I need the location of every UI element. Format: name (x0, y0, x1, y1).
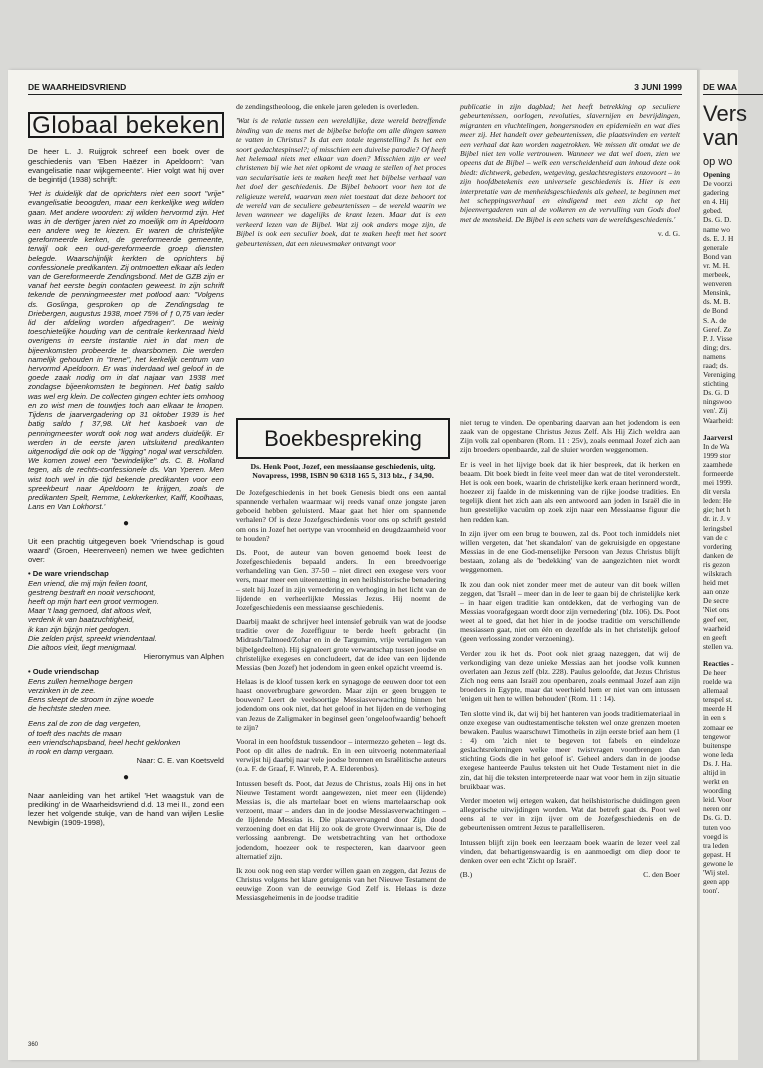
reviewer-signature (460, 870, 680, 879)
signature-vdg: v. d. G. (657, 229, 680, 239)
adjacent-line: wenveren (703, 279, 732, 289)
adjacent-running-head: DE WAA (703, 80, 763, 95)
reviewer-name: C. den Boer (643, 870, 680, 880)
adjacent-line: De secre (703, 596, 729, 606)
poem-line: ik kan zijn bijzijn niet gedogen. (28, 624, 131, 634)
poem-line: verzinken in de zee. (28, 685, 96, 695)
poem-line: Eens sleept de stroom in zijne woede (28, 694, 154, 704)
adjacent-line: de Bond (703, 306, 728, 316)
newbigin-quote-part1: 'Wat is de relatie tussen een wereldlijke, deze wereld betreffende binding van de mens met de bijbelse belofte om alle dingen samen te vatten in Christus? Is dat een totale tegenstelling? Is het een soort gedachtespinsel?; of misschien een duivelse parodie? Of heeft het helemaal niets met elkaar van doen? Misschien zijn er veel christenen bij wie het niet opkomt de vraag te stellen of het proces van secularisatie iets te maken heeft met het bijbelse verhaal van het doel der geschiedenis. De Bijbel behoort voor hen tot de religieuze wereld, waarvan men niet toestaat dat deze behoort tot de wereld van de seculiere gebeurtenissen – de wereld waarin we leven wanneer we dagelijks de krant lezen. Maar dat is een verkeerd lezen van de Bijbel. Wat zij ook anders moge zijn, de Bijbel is ook een seculier boek, dat te maken heeft met het soort gebeurtenissen, dat een nieuwsmaker ontvangt voor (236, 116, 446, 248)
poem-line: Eens zal de zon de dag vergeten, (28, 719, 142, 729)
review-paragraph: Ik zou ook nog een stap verder willen gaan en zeggen, dat Jezus de Christus volgens het klare getuigenis van het Nieuwe Testament de eeuwige Zoon van de eeuwige God Zelf is. Helaas is deze Messiasgeheimenis in de joodse traditie (236, 865, 446, 903)
adjacent-subtitle: op wo (703, 156, 733, 168)
review-paragraph: Intussen beseft ds. Poot, dat Jezus de Christus, zoals Hij ons in het Nieuwe Testament wordt aangewezen, niet meer een (lijdende) Messias is, die als martelaar boet en wiens martelaarschap ook verzoent, maar – anders dan in de joodse Messiasverwachtingen – de lijdende Messias is. Die plaatsvervangend door Zijn dood verzoening doet en dat Hij zo ook de grote Overwinnaar is, Die de verlossing aanbrengt. De wetsbetrachting van het orthodoxe jodendom, hoezeer ook te respecteren, kan daarvoor geen alternatief zijn. (236, 778, 446, 861)
poem-line: Maar 't laag gemoed, dat altoos vleit, (28, 606, 152, 616)
review-paragraph: Vooral in een hoofdstuk tussendoor – intermezzo geheten – legt ds. Poot op dit alles de nadruk. En in een uitvoerig notenmateriaal verwijst hij daarbij naar vele joodse bronnen en Israëlitische auteurs (o.a. F. de Graaf, F. Winreb, P. A. Elderenbos). (236, 736, 446, 774)
column-newbigin-quote (236, 102, 446, 253)
adjacent-line: zomaar ee (703, 722, 734, 732)
adjacent-line: ds. M. B. (703, 297, 731, 307)
adjacent-line: altijd in (703, 768, 726, 777)
column-review-part1 (236, 488, 446, 1040)
adjacent-line: dit versla (703, 487, 731, 497)
adjacent-line: Ds. G. D. (703, 215, 732, 225)
adjacent-title-line: Vers (703, 101, 748, 126)
adjacent-line: geef eer, (703, 614, 729, 624)
book-details: Ds. Henk Poot, Jozef, een messiaanse geschiedenis, uitg. Novapress, 1998, ISBN 90 6318 165 5, 313 blz., ƒ 34,90. (250, 462, 436, 480)
column-newbigin-quote-continued (460, 102, 680, 239)
adjacent-line: wilskrach (703, 569, 732, 579)
adjacent-line: stellen va. (703, 641, 733, 651)
adjacent-line: neren onr (703, 804, 732, 814)
adjacent-line: Opening (703, 170, 731, 179)
adjacent-line: voegd is (703, 831, 728, 841)
poem-line: in rook en damp vergaan. (28, 747, 115, 756)
review-paragraph: Ds. Poot, de auteur van boven genoemd boek leest de Jozefgeschiedenis bepaald anders. In een breedvoerige verhandeling van Gen. 37-50 – niet direct een exegese vers voor vers, maar meer een uiteenzetting in een heilshistorische benadering – stelt hij Jozef in zijn vernedering en verhoging in het licht van de lijdende en verheerlijkte Messias Jezus. Hij noemt de Jozefgeschiedenis een messiaanse geschiedenis. (236, 547, 446, 612)
adjacent-line: stichting (703, 379, 729, 389)
publication-name: DE WAARHEIDSVRIEND (28, 82, 127, 92)
adjacent-line: ven'. Zij (703, 406, 728, 416)
poem-author: Naar: C. E. van Koetsveld (136, 756, 224, 766)
adjacent-line: formeerde (703, 469, 734, 478)
adjacent-line: Ds. G. D (703, 388, 730, 398)
globaal-intro: De heer L. J. Ruijgrok schreef een boek over de geschiedenis van 'Eben Haëzer in Apeldoorn': 'van evangelisatie naar wijkgemeente'. Hier volgt wat hij over de begintijd (1938) schrijft: (28, 147, 224, 185)
adjacent-line: gewone le (703, 858, 734, 868)
adjacent-line: danken de (703, 550, 734, 560)
adjacent-line: van de c (703, 532, 728, 542)
adjacent-line: roelde wa (703, 677, 732, 687)
section-title-boekbespreking: Boekbespreking (236, 418, 450, 459)
adjacent-line: raad; ds. (703, 360, 729, 370)
adjacent-line: en 4. Hij (703, 197, 729, 207)
adjacent-line: geen app (703, 877, 730, 887)
adjacent-line: leringsbel (703, 523, 733, 533)
adjacent-line: woording (703, 786, 732, 796)
adjacent-line: merbeek, (703, 270, 731, 280)
globaal-closing: Naar aanleiding van het artikel 'Het waagstuk van de prediking' in de Waarheidsvriend d.d. 13 mei II., zond een lezer het volgende stukje, van de hand van wijlen Leslie Newbigin (1909-1998), (28, 790, 224, 828)
adjacent-line: meerde H (703, 704, 732, 714)
adjacent-line: name wo (703, 224, 730, 234)
review-paragraph: Intussen blijft zijn boek een leerzaam boek waarin de lezer veel zal vinden, dat behartigenswaardig is en aanmoedigt om diep door te denken over een echt 'Zicht op Israël'. (460, 837, 680, 865)
poem-author: Hieronymus van Alphen (143, 652, 224, 662)
review-paragraph: Verder moeten wij ertegen waken, dat heilshistorische duidingen geen allegorische uitwijdingen worden. Wat dat betreft gaat ds. Poot wel eens al te ver in zijn ijver om de Jozefgeschiedenis en de gebeurtenissen omtrent Jezus te parallelliseren. (460, 795, 680, 833)
adjacent-line: Waarheid: (703, 415, 734, 425)
adjacent-line: dr. ir. J. v (703, 514, 731, 524)
adjacent-title (703, 102, 747, 150)
review-paragraph: niet terug te vinden. De openbaring daarvan aan het jodendom is een zaak van de opgestane Christus Jezus Zelf. Als Hij Zich weldra aan Zijn volk zal openbaren (Rom. 11 : 25v), zoals eenmaal Jozef zich aan zijn broeders openbaarde, zal de sluier worden weggenomen. (460, 418, 680, 455)
poem-title: • Oude vriendschap (28, 667, 100, 677)
review-paragraph: Ik zou dan ook niet zonder meer met de auteur van dit boek willen zeggen, dat 'Israël – meer dan in de leer te gaan bij de christelijke kerk – in haar eigen traditie kan ontdekken, dat de verhoging van de Messias voorafgegaan wordt door zijn vernedering' (blz. 106). Ds. Poot weet al te goed, dat het hier in de joodse traditie om verschillende messiassen gaat, niet om één en dezelfde als in het christelijk geloof (geen verlossing zonder verzoening). (460, 579, 680, 644)
adjacent-line: Reacties - (703, 658, 734, 668)
review-paragraph: Helaas is de kloof tussen kerk en synagoge de eeuwen door tot een haast onoverbrugbare geworden. Maar zijn er geen bruggen te bouwen? Leert de veelsoortige Messiasverwachting binnen het jodendom ons ook niet, dat het geloof in het lijden en de verhoging van Jezus de Zaligmaker in beginsel geen 'ongeloofwaardig' behoeft te zijn? (236, 676, 446, 732)
adjacent-line: De heer (703, 667, 727, 677)
adjacent-line: tra leden (703, 840, 729, 850)
adjacent-line: 'Niet ons (703, 605, 730, 615)
adjacent-line: ningswoo (703, 397, 732, 407)
adjacent-line: De voorzi (703, 179, 733, 189)
newbigin-quote-part2: publicatie in zijn dagblad; het heeft betrekking op seculiere gebeurtenissen, oorlogen, revoluties, slavernijen en bevrijdingen, migranten en vluchtelingen, hongersnoden en epidemieën en wat dies meer zij. Het handelt over gebeurtenissen, die plaatsvinden en vertelt een verhaal dat kan worden nagetrokken. We missen dit omdat we de Bijbel niet ten volle vertrouwen. Wanneer we dat wel doen, zien we opeens dat de Bijbel – welk een verscheidenheid aan inhoud deze ook biedt: dichtwerk, gebeden, wetgeving, geslachtsregisters enzovoort – in zijn hoofdbetekenis een universele geschiedenis is. Hier is een interpretatie van de menheidsgeschiedenis als geheel, te beginnen met het scheppingsverhaal en eindigend met een zicht op het bijeenvergaderen van al de volkeren en de vervulling van Gods doel met de mensheid. De Bijbel is een schets van de wereldsgeschiedenis.' (460, 102, 680, 224)
page-number: 360 (28, 1042, 39, 1048)
adjacent-title-line: van (703, 125, 739, 150)
reviewer-initials: (B.) (460, 870, 473, 880)
adjacent-line: heid met (703, 578, 729, 588)
adjacent-line: ris gezon (703, 559, 730, 569)
adjacent-line: tuten voo (703, 822, 731, 832)
adjacent-line: mei 1999. (703, 478, 733, 488)
adjacent-line: Jaarversl (703, 432, 733, 442)
adjacent-page-fragment (700, 70, 748, 1060)
adjacent-line: buitenspe (703, 740, 732, 750)
adjacent-line: ds. E. J. H (703, 233, 734, 243)
review-paragraph: De Jozefgeschiedenis in het boek Genesis biedt ons een aantal spannende verhalen waarmaar wij reeds vanaf onze jongste jaren geboeid hebben geluisterd. Maar gaat het hier om spannende verhalen? Of is deze Jozefgeschiedenis voor ons op schrift gesteld om ons in Jozef het oertype van vroomheid en deugdzaamheid voor te houden? (236, 488, 446, 543)
adjacent-line: tenspel st. (703, 695, 733, 705)
adjacent-line: allemaal (703, 686, 729, 696)
adjacent-line: Ds. G. D. (703, 813, 732, 823)
newspaper-page (8, 70, 698, 1060)
adjacent-line: Bond van (703, 251, 732, 261)
review-paragraph: Ten slotte vind ik, dat wij bij het hanteren van joods traditiemateriaal in onze exegese van oudtestamentische teksten wel onze grenzen moeten bewaken. Paulus waarschuwt Timotheüs in zijn eerste brief aan hem (1 : 4) om 'zich niet te begeven tot fabels en eindeloze geslachtsrekeningen welke meer twistvragen voortbrengen dan stichting Gods die in het geloof is'. Geheel anders dan in de joodse exegese hanteerde Paulus teksten uit het Oude Testament niet in die zin, dat hij die teksten interpreteerde naar wat voor hem in zijn situatie bruikbaar was. (460, 708, 680, 791)
poem-line: of toeft des nachts de maan (28, 728, 122, 738)
adjacent-line: vordering (703, 541, 732, 551)
adjacent-line: P. J. Visse (703, 333, 733, 343)
adjacent-line: aan onze (703, 587, 730, 597)
adjacent-line: werkt en (703, 777, 729, 787)
section-title-globaal: Globaal bekeken (28, 112, 224, 138)
separator-bullet: ● (122, 772, 130, 784)
column-review-part2 (460, 418, 680, 1040)
adjacent-line: Vereniging (703, 370, 736, 380)
adjacent-line: waarheid (703, 623, 731, 633)
adjacent-line: gadering (703, 188, 729, 198)
adjacent-line: leid. Voor (703, 795, 732, 805)
poem-line: Eens zullen hemelhoge bergen (28, 676, 133, 686)
poem-line: Die altoos vleit, liegt menigmaal. (28, 642, 137, 652)
poem-line: Die zelden prijst, spreekt vriendentaal. (28, 633, 157, 643)
poem-line: verdenk ik van baatzuchtigheid, (28, 615, 135, 625)
adjacent-line: namens (703, 351, 726, 361)
adjacent-line: Ds. J. Ha. (703, 758, 732, 768)
issue-date: 3 JUNI 1999 (634, 82, 682, 92)
adjacent-gap (703, 425, 763, 433)
adjacent-line: Mensink, (703, 288, 731, 298)
running-head (28, 80, 682, 95)
adjacent-line: zaamhede (703, 459, 733, 469)
adjacent-line: vr. M. H. (703, 260, 730, 270)
globaal-quote: 'Het is duidelijk dat de oprichters niet een soort "vrije" evangelisatie beoogden, maar een kerkelijke weg wilden gaan. Met andere woorden: zij wilden hervormd zijn. Het was in de dertiger jaren niet zo moeilijk om in Apeldoorn een andere weg te kiezen. Er waren de christelijke gereformeerde kerken, de gereformeerde gemeente, terwijl ook een oud-gereformeerde groep diensten belegde. Waarschijnlijk kerkten de oprichters bij confessionele predikanten. Zij ontmoetten elkaar als leden van de Gereformeerde Zendingsbond. Met de GZB zijn er vanaf het eerste begin contacten geweest. In zijn schrift tekende de penningmeester met potlood aan: "Volgens ds. Goslinga, gesproken op de Zendingsdag te Driebergen, augustus 1938, moet 75% of ƒ 0,75 van ieder lid der afdeling worden afgedragen". De weinig toeschietelijke houding van de centrale kerkenraad hield overigens in eerste instantie niet in dat men de bijeenkomsten probeerde te dwarsbomen. Die werden namelijk gehouden in "Irene", het kerkelijk centrum van hervormd Apeldoorn. Er was inderdaad wel geloof in de goede zaak nodig om in dat najaar van 1938 met zondagse bijeenkomsten te beginnen. Het batig saldo was wel erg klein. De collecten gingen echter iets omhoog en zo wist men de touwtjes toch aan elkaar te knopen. Tijdens de jaarvergadering op 31 oktober 1939 is het batig saldo ƒ 37,98. Uit het kasboek van de penningmeester wordt ook nog wat anders duidelijk. Er werden in de eerste jaren uitsluitend predikanten uitgenodigd die ook op de "ligging" nogal wat verschilden. We komen zowel een "bevindelijke" ds. C. B. Holland tegen, als de rechts-confessionele ds. Van Yperen. Men wist toch wel in die tijd bekende predikanten voor een spreekbeurt naar Apeldoorn te krijgen, zoals de predikanten Spelt, Remme, Lekkerkerker, Kalff, Koolhaas, Lans en Van Lokhorst.' (28, 189, 224, 512)
poem-line: de hechtste steden mee. (28, 704, 112, 714)
adjacent-line: ding; drs. (703, 342, 731, 352)
adjacent-body (703, 170, 763, 895)
adjacent-line: 1999 stor (703, 450, 731, 460)
review-paragraph: Daarbij maakt de schrijver heel intensief gebruik van wat de joodse traditie over de Jozeffiguur te berde heeft gebracht (in Midrash/Talmoed/Zohar en in de Targumim, vrije vertalingen van bijbelgedeelten). Hij signaleert grote verwantschap tussen joodse en christelijke exegeses en concludeert, dat de idee van een lijdende Messias (ben Jozef) het jodendom in geen enkel opzicht vreemd is. (236, 617, 446, 672)
adjacent-line: in een s (703, 713, 726, 723)
bundle-intro: Uit een prachtig uitgegeven boek 'Vriendschap is goud waard' (Groen, Heerenveen) nemen we twee gedichten over: (28, 536, 224, 565)
adjacent-line: leden: He (703, 496, 732, 506)
review-paragraph: Er is veel in het lijvige boek dat ik hier bespreek, dat ik herken en beaam. Dit boek biedt in feite veel meer dan wat de titel veronderstelt. Het is ook een boek, waarin de christelijke kerk eraan herinnerd wordt, hoezeer zij faalde in de miskenning van de rijke joodse tradities. En tegelijk dient het zich aan als een antwoord aan joden in Israël die in hun geestelijke vacuüm op zoek zijn naar een Messiaanse figuur die hen redden kan. (460, 459, 680, 524)
poem-line: heeft op mijn hart een groot vermogen. (28, 596, 159, 606)
adjacent-line: toon'. (703, 886, 720, 896)
adjacent-line: gie; het h (703, 505, 731, 515)
adjacent-line: gepast. H (703, 849, 731, 859)
separator-bullet: ● (122, 518, 130, 530)
poem-title: • De ware vriendschap (28, 569, 109, 579)
adjacent-line: wone leda (703, 749, 734, 759)
adjacent-line: Geref. Ze (703, 324, 732, 334)
poem-ware-vriendschap (28, 569, 224, 661)
adjacent-line: S. A. de (703, 315, 727, 325)
review-paragraph: In zijn ijver om een brug te bouwen, zal ds. Poot toch inmiddels niet willen vergeten, dat 'het skandalon' van de gekruisigde en opgestane Messias in de ene God-menselijke Persoon van Jezus Christus blijft bestaan, zolang als de 'bedekking' van de aangezichten niet wordt weggenomen. (460, 528, 680, 575)
poem-line: gestreng bestraft en nooit verschoont, (28, 587, 156, 597)
adjacent-gap (703, 651, 763, 659)
newbigin-lead: de zendingstheoloog, die enkele jaren geleden is overleden. (236, 102, 419, 111)
poem-oude-vriendschap (28, 667, 224, 765)
adjacent-line: en geeft (703, 632, 727, 642)
adjacent-line: generale (703, 242, 729, 252)
poem-line: Een vriend, die mij mijn feilen toont, (28, 578, 148, 588)
review-paragraph: Verder zou ik het ds. Poot ook niet graag nazeggen, dat wij de verkondiging van deze unieke Messias aan het joodse volk kunnen overlaten aan Jezus zelf (blz. 228). Paulus geloofde, dat Jezus Christus Zich nog eens aan Israël zou openbaren, zoals eenmaal Jozef aan zijn broeders in Egypte, maar dat weerhield hem er niet van om intussen 'enigen uit hen te willen behouden' (Rom. 11 : 14). (460, 648, 680, 704)
column-globaal-bekeken (28, 112, 224, 1040)
adjacent-line: In de Wa (703, 441, 730, 451)
adjacent-line: gebed. (703, 206, 723, 216)
poem-line: een vriendschapsband, heel hecht geklonken (28, 737, 181, 747)
adjacent-line: 'Wij stel. (703, 868, 730, 878)
adjacent-line: tengewor (703, 731, 731, 741)
